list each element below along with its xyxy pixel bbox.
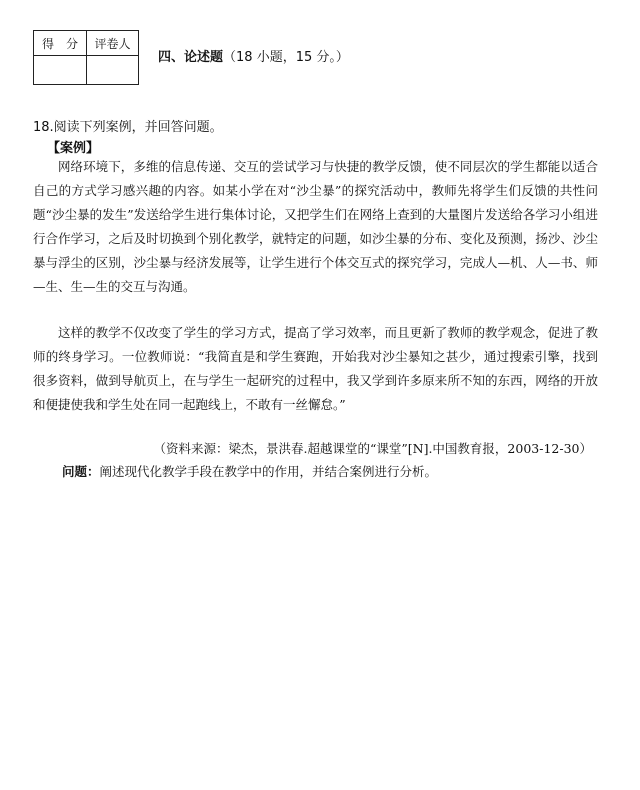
problem-line: [62, 462, 437, 480]
score-table-header-row: [34, 31, 139, 56]
grader-label: 评卷人: [87, 31, 139, 56]
case-paragraph-2: 这样的教学不仅改变了学生的学习方式，提高了学习效率，而且更新了教师的教学观念，促进了教师的终身学习。一位教师说：“我简直是和学生赛跑，开始我对沙尘暴知之甚少，通过搜索引擎，找到很多资料，做到导航页上，在与学生一起研究的过程中，我又学到许多原来所不知的东西，网络的开放和便捷使我和学生处在同一起跑线上，不敢有一丝懈怠。”: [33, 325, 598, 412]
score-label: 得 分: [34, 31, 87, 56]
problem-text: 阐述现代化教学手段在教学中的作用，并结合案例进行分析。: [99, 464, 438, 479]
section-detail: （18 小题，15 分。）: [223, 50, 349, 65]
case-label: 【案例】: [47, 141, 100, 156]
question-number-line: 18.阅读下列案例，并回答问题。: [33, 120, 223, 135]
section-title: 四、论述题: [158, 50, 224, 65]
section-heading: [158, 46, 349, 65]
score-table: [33, 30, 139, 85]
problem-label: 问题：: [62, 464, 100, 479]
score-entry-cell: [34, 56, 87, 85]
score-table-blank-row: [34, 56, 139, 85]
grader-entry-cell: [87, 56, 139, 85]
source-citation: （资料来源：梁杰，景洪春.超越课堂的“课堂”[N].中国教育报，2003-12-30）: [153, 441, 592, 456]
case-paragraph-1: 网络环境下，多维的信息传递、交互的尝试学习与快捷的教学反馈，使不同层次的学生都能以适合自己的方式学习感兴趣的内容。如某小学在对“沙尘暴”的探究活动中，教师先将学生们反馈的共性问题“沙尘暴的发生”发送给学生进行集体讨论，又把学生们在网络上查到的大量图片发送给各学习小组进行合作学习，之后及时切换到个别化教学，就特定的问题，如沙尘暴的分布、变化及预测，扬沙、沙尘暴与浮尘的区别，沙尘暴与经济发展等，让学生进行个体交互式的探究学习，完成人—机、人—书、师—生、生—生的交互与沟通。: [33, 159, 598, 294]
